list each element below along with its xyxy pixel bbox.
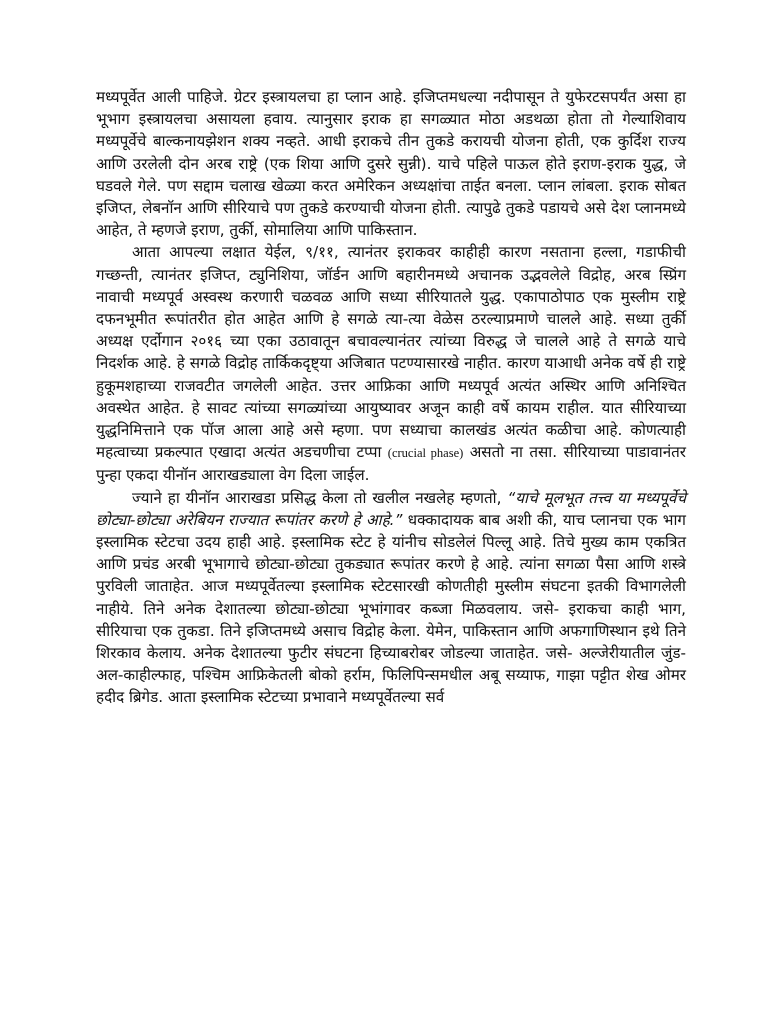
paragraph-2: [96, 241, 686, 486]
paragraph-3-text: ज्याने हा यीनॉन आराखडा प्रसिद्ध केला तो खलील नखलेह म्हणतो,: [132, 488, 508, 507]
paragraph-3: [96, 487, 686, 709]
english-term: (crucial phase): [387, 446, 464, 461]
paragraph-2-text: आता आपल्या लक्षात येईल, ९/११, त्यानंतर इराकवर काहीही कारण नसताना हल्ला, गडाफीची गच्छन्ती, त्यानंतर इजिप्त, ट्युनिशिया, जॉर्डन आणि बहारीनमध्ये अचानक उद्भवलेले विद्रोह, अरब स्प्रिंग नावाची मध्यपूर्व अस्वस्थ करणारी चळवळ आणि सध्या सीरियातले युद्ध. एकापाठोपाठ एक मुस्लीम राष्ट्रे दफनभूमीत रूपांतरीत होत आहेत आणि हे सगळे त्या-त्या वेळेस ठरल्याप्रमाणे चालले आहे. सध्या तुर्की अध्यक्ष एर्दोगान २०१६ च्या एका उठावातून बचावल्यानंतर त्यांच्या विरुद्ध जे चालले आहे ते सगळे याचे निदर्शक आहे. हे सगळे विद्रोह तार्किकदृष्ट्या अजिबात पटण्यासारखे नाहीत. कारण याआधी अनेक वर्षे ही राष्ट्रे हुकूमशहाच्या राजवटीत जगलेली आहेत. उत्तर आफ्रिका आणि मध्यपूर्व अत्यंत अस्थिर आणि अनिश्चित अवस्थेत आहेत. हे सावट त्यांच्या सगळ्यांच्या आयुष्यावर अजून काही वर्षे कायम राहील. यात सीरियाच्या युद्धनिमित्ताने एक पॉज आला आहे असे म्हणा. पण सध्याचा कालखंड अत्यंत कळीचा आहे. कोणत्याही महत्वाच्या प्रकल्पात एखादा अत्यंत अडचणीचा टप्पा: [96, 243, 686, 462]
paragraph-3-text-end: धक्कादायक बाब अशी की, याच प्लानचा एक भाग इस्लामिक स्टेटचा उदय हाही आहे. इस्लामिक स्टेट हे यांनीच सोडलेलं पिल्लू आहे. तिचे मुख्य काम एकत्रित आणि प्रचंड अरबी भूभागाचे छोट्या-छोट्या तुकड्यात रूपांतर करणे हे आहे. त्यांना सगळा पैसा आणि शस्त्रे पुरविली जाताहेत. आज मध्यपूर्वेतल्या इस्लामिक स्टेटसारखी कोणतीही मुस्लीम संघटना इतकी विभागलेली नाहीये. तिने अनेक देशातल्या छोट्या-छोट्या भूभांगावर कब्जा मिळवलाय. जसे- इराकचा काही भाग, सीरियाचा एक तुकडा. तिने इजिप्तमध्ये असाच विद्रोह केला. येमेन, पाकिस्तान आणि अफगाणिस्थान इथे तिने शिरकाव केलाय. अनेक देशातल्या फुटीर संघटना हिच्याबरोबर जोडल्या जाताहेत. जसे- अल्जेरीयातील जुंड-अल-काहील्फाह, पश्चिम आफ्रिकेतली बोको हर्राम, फिलिपिन्समधील अबू सय्याफ, गाझा पट्टीत शेख ओमर हदीद ब्रिगेड. आता इस्लामिक स्टेटच्या प्रभावाने मध्यपूर्वेतल्या सर्व: [96, 510, 686, 707]
document-page: [96, 86, 686, 709]
paragraph-1: मध्यपूर्वेत आली पाहिजे. ग्रेटर इस्त्रायलचा हा प्लान आहे. इजिप्तमधल्या नदीपासून ते युफेरटसपर्यंत असा हा भूभाग इस्त्रायलचा असायला हवाय. त्यानुसार इराक हा सगळ्यात मोठा अडथळा होता तो गेल्याशिवाय मध्यपूर्वेचे बाल्कनायझेशन शक्य नव्हते. आधी इराकचे तीन तुकडे करायची योजना होती, एक कुर्दिश राज्य आणि उरलेली दोन अरब राष्ट्रे (एक शिया आणि दुसरे सुन्नी). याचे पहिले पाऊल होते इराण-इराक युद्ध, जे घडवले गेले. पण सद्दाम चलाख खेळ्या करत अमेरिकन अध्यक्षांचा ताईत बनला. प्लान लांबला. इराक सोबत इजिप्त, लेबनॉन आणि सीरियाचे पण तुकडे करण्याची योजना होती. त्यापुढे तुकडे पडायचे असे देश प्लानमध्ये आहेत, ते म्हणजे इराण, तुर्की, सोमालिया आणि पाकिस्तान.: [96, 88, 686, 240]
paragraph-2-text-end: असतो ना तसा. सीरियाच्या पाडावानंतर पुन्हा एकदा यीनॉन आराखड्याला वेग दिला जाईल.: [96, 443, 686, 485]
quotation: “याचे मूलभूत तत्त्व या मध्यपूर्वेचे छोट्या-छोट्या अरेबियन राज्यात रूपांतर करणे हे आहे.”: [96, 488, 686, 529]
